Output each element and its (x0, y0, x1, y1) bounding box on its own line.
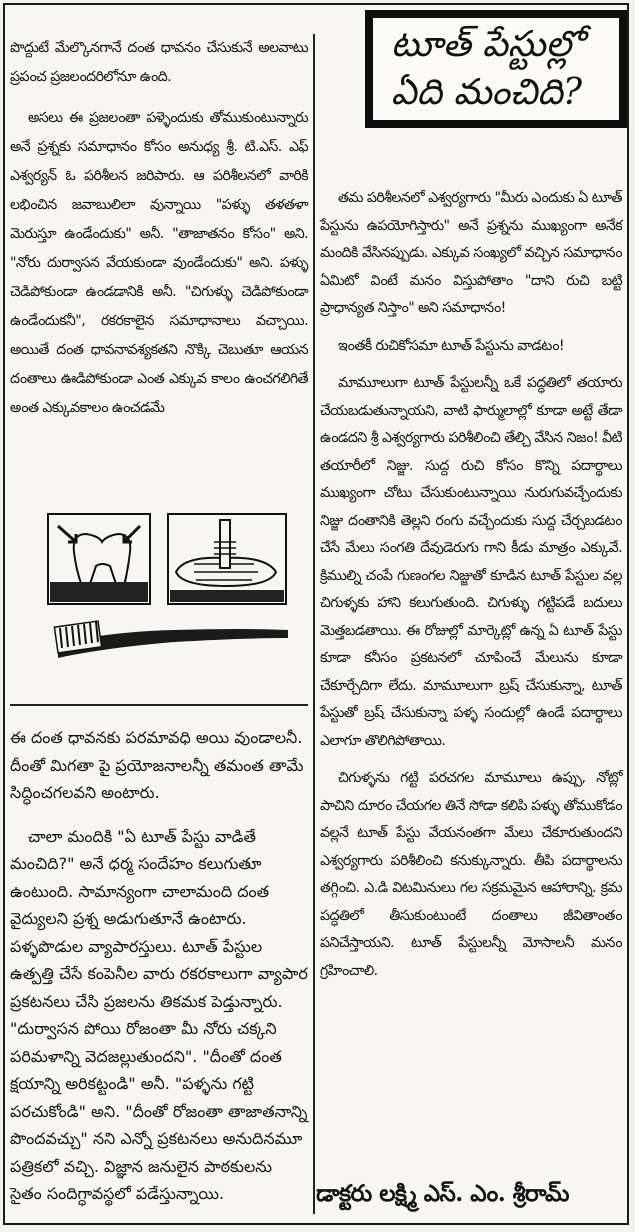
toothbrush-illustration (44, 512, 292, 684)
headline-line-2: ఏది మంచిది? (391, 72, 583, 113)
intro-paragraph: పొద్దుటే మేల్కొనగానే దంత ధావనం చేసుకునే అలవాటు ప్రపంచ ప్రజలందరిలోనూ ఉంది. (10, 40, 308, 85)
paragraph: చిగుళ్ళను గట్టి పరచగల మామూలు ఉప్పు, నోట్లో పాచిని దూరం చేయగల తినే సోడా కలిపి పళ్ళు తోముకోడం వల్లనే టూత్ పేస్టు వేయనంతగా మేలు చేకూరుతుందని ఎశ్వర్యగారు పరిశీలించి కనుక్కున్నారు. తీపి పదార్థాలను తగ్గించి. ఎ.డి విటమినులు గల సక్రమమైన ఆహారాన్ని. క్రమ పద్ధతిలో తీసుకుంటుంటే దంతాలు జీవితాంతం పనిచేస్తాయని. టూత్ పేస్టులన్నీ మోసాలనీ మనం గ్రహించాలి. (320, 770, 622, 979)
brushing-diagram-icon (168, 514, 286, 604)
left-column-bottom-text (10, 708, 308, 1213)
tooth-diagram-icon (48, 514, 150, 604)
paragraph: ఇంతకీ రుచికోసమా టూత్ పేస్టును వాడటం! (338, 337, 565, 354)
paragraph: అసలు ఈ ప్రజలంతా పళ్ళెందుకు తోముకుంటున్నారు అనే ప్రశ్నకు సమాధానం కోసం అనుధ్య శ్రీ. టి.ఎస్. ఎఫ్ ఎశ్వర్యన్ ఓ పరిశీలన జరిపారు. ఆ పరిశీలనలో వారికి లభించిన జవాబులిలా వున్నాయి "పళ్ళు తళతళా మెరుస్తూ ఉండేందుకు" అనీ. "తాజాతనం కోసం" అని. "నోరు దుర్వాసన వేయకుండా వుండేందుకు" అని. పళ్ళు చెడిపోకుండా ఉండడానికి అనీ. "చిగుళ్ళు చెడిపోకుండా ఉండేందుకనీ", రకరకాలైన సమాధానాలు వచ్చాయి. అయితే దంత ధావనావశ్యకతని నొక్కి చెబుతూ ఆయన దంతాలు ఊడిపోకుండా ఎంత ఎక్కువ కాలం ఉంచగలిగితే అంత ఎక్కువకాలం ఉంచడమే (10, 110, 308, 416)
headline-line-1: టూత్ పేస్టుల్లో (391, 24, 583, 65)
paragraph: చాలా మందికి "ఏ టూత్ పేస్టు వాడితే మంచిది?" అనే ధర్మ సందేహం కలుగుతూ ఉంటుంది. సామాన్యంగా చాలామంది దంత వైద్యులని ప్రశ్న అడుగుతూనే ఉంటారు. పళ్ళపొడుల వ్యాపారస్తులు. టూత్ పేస్టుల ఉత్పత్తి చేసే కంపెనీల వారు రకరకాలుగా వ్యాపార ప్రకటనలు చేసి ప్రజలను తికమక పెడ్తున్నారు. "దుర్వాసన పోయి రోజంతా మీ నోరు చక్కని పరిమళాన్ని వెదజల్లుతుందని". "దీంతో దంత క్షయాన్ని అరికట్టండి" అనీ. "పళ్ళను గట్టి పరచుకోండి" అని. "దీంతో రోజంతా తాజాతనాన్ని పొందవచ్చు" నని ఎన్నో ప్రకటనలు అనుదినమూ పత్రికలో వచ్చి. విజ్ఞాన జనులైన పాఠకులను సైతం సందిగ్ధావస్థలో పడేస్తున్నాయి. (10, 826, 308, 1203)
section-divider (10, 704, 308, 706)
paragraph: ఈ దంత ధావనకు పరమావధి అయి వుండాలనీ. దీంతో మిగతా పై ప్రయోజనాలన్నీ తమంత తామే సిద్ధించగలవని అంటారు. (10, 728, 304, 802)
author-byline: డాక్టరు లక్ష్మి ఎస్. ఎం. శ్రీరామ్ (316, 1180, 569, 1207)
right-column (320, 185, 622, 1215)
toothbrush-icon (54, 621, 288, 658)
left-column-top-text (10, 34, 308, 494)
paragraph: తమ పరిశీలనలో ఎశ్వర్యగారు "మీరు ఎందుకు ఏ టూత్ పేస్టును ఉపయోగిస్తారు" అనే ప్రశ్నను ముఖ్యంగా అనేక మందికి వేసినప్పుడు. ఎక్కువ సంఖ్యలో వచ్చిన సమాధానం ఏమిటో వింటే మనం విస్తుపోతాం "దాని రుచి బట్టి ప్రాధాన్యత నిస్తాం" అని సమాధానం! (320, 190, 622, 316)
headline-inner (373, 18, 619, 120)
column-divider (313, 34, 315, 1214)
paragraph: మామూలుగా టూత్ పేస్టులన్నీ ఒకే పద్ధతిలో తయారు చేయబడుతున్నాయని, వాటి ఫార్ములాల్లో కూడా అట్టే తేడా ఉండదని శ్రీ ఎశ్వర్యగారు పరిశీలించి తేల్చి వేసిన నిజం! వీటి తయారీలో నిజ్జు. సుద్ద రుచి కోసం కొన్ని పదార్థాలు ముఖ్యంగా చోటు చేసుకుంటున్నాయి నురుగువచ్చేందుకు నిజ్జు దంతానికి తెల్లని రంగు వచ్చేందుకు సుద్ద చేర్చబడటం చేసే మేలు సంగతి దేవుడెరుగు గాని కీడు మాత్రం ఎక్కువే. క్రిముల్ని చంపే గుణంగల నిజ్జుతో కూడిన టూత్ పేస్టుల వల్ల చిగుళ్ళకు హాని కలుగుతుంది. చిగుళ్ళు గట్టిపడే బదులు మెత్తబడతాయి. ఈ రోజుల్లో మార్కెట్లో ఉన్న ఏ టూత్ పేస్టు కూడా కనీసం ప్రకటనలో చూపించే మేలును కూడా చేకూర్చేదిగా లేదు. మామూలుగా బ్రష్ చేసుకున్నా, టూత్ పేస్టుతో బ్రష్ చేసుకున్నా పళ్ళ సందుల్లో ఉండే పదార్థాలు ఎలాగూ తొలిగిపోతాయి. (320, 375, 622, 749)
headline-box (365, 10, 627, 128)
